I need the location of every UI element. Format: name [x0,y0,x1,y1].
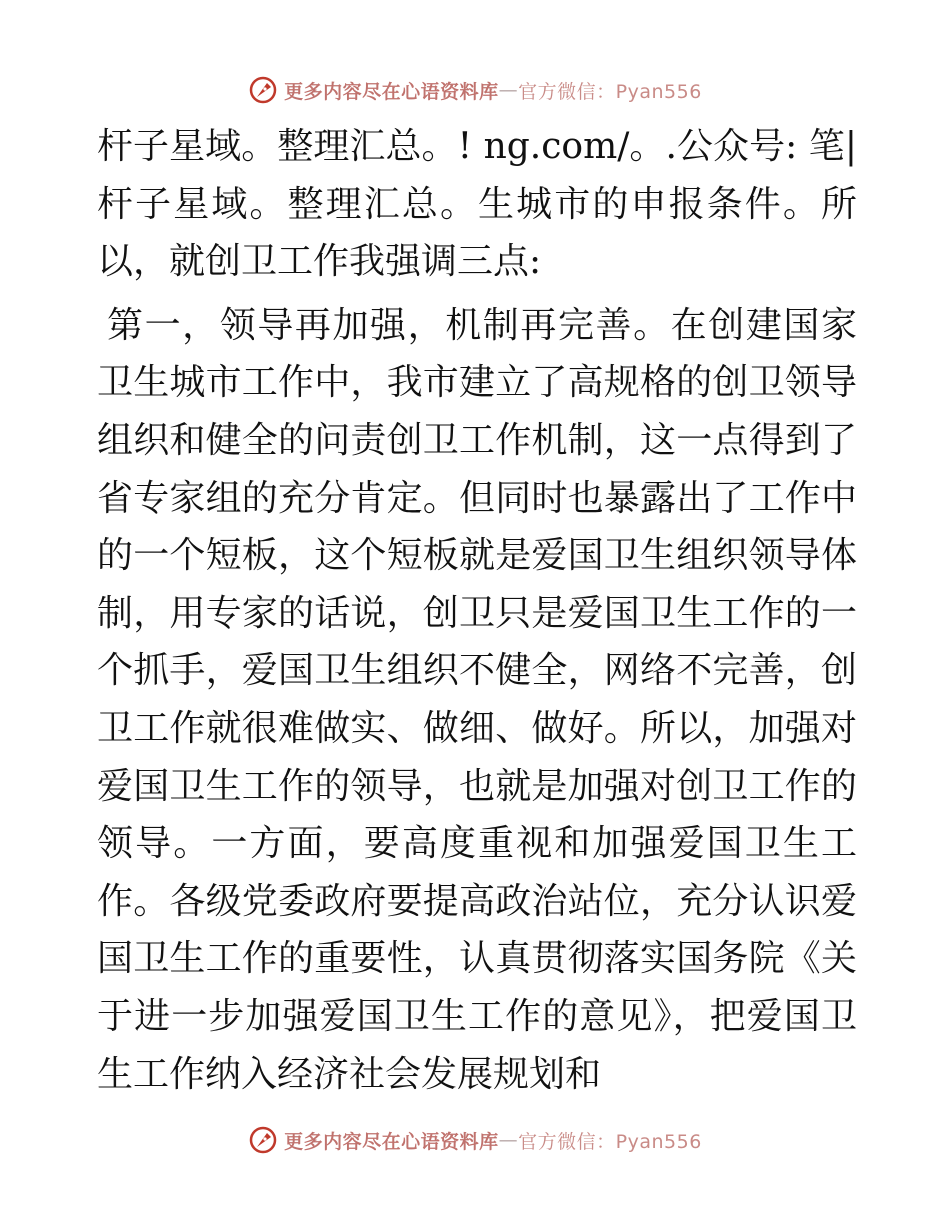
paragraph-intro: 杆子星域。整理汇总。! ng.com/。.公众号: 笔|杆子星域。整理汇总。生城市的申报条件。所以，就创卫工作我强调三点: [97,126,857,283]
header-dash: — [498,79,519,101]
header-brand-text: 更多内容尽在心语资料库 [284,80,499,103]
paragraph-first-point: 第一，领导再加强，机制再完善。在创建国家卫生城市工作中，我市建立了高规格的创卫领导组织和健全的问责创卫工作机制，这一点得到了省专家组的充分肯定。但同时也暴露出了工作中的一个短板，这个短板就是爱国卫生组织领导体制，用专家的话说，创卫只是爱国卫生工作的一个抓手，爱国卫生组织不健全，网络不完善，创卫工作就很难做实、做细、做好。所以，加强对爱国卫生工作的领导，也就是加强对创卫工作的领导。一方面，要高度重视和加强爱国卫生工作。各级党委政府要提高政治站位，充分认识爱国卫生工作的重要性，认真贯彻落实国务院《关于进一步加强爱国卫生工作的意见》，把爱国卫生工作纳入经济社会发展规划和 [97,304,857,1095]
footer-contact-text: 官方微信：Pyan556 [518,1130,702,1153]
footer-watermark [0,1120,950,1160]
footer-dash: — [498,1129,519,1151]
document-body [97,118,857,1103]
pen-nib-logo-icon [248,75,278,105]
header-contact-text: 官方微信：Pyan556 [518,80,702,103]
header-watermark [0,70,950,110]
footer-brand-text: 更多内容尽在心语资料库 [284,1130,499,1153]
pen-nib-logo-icon [248,1125,278,1155]
